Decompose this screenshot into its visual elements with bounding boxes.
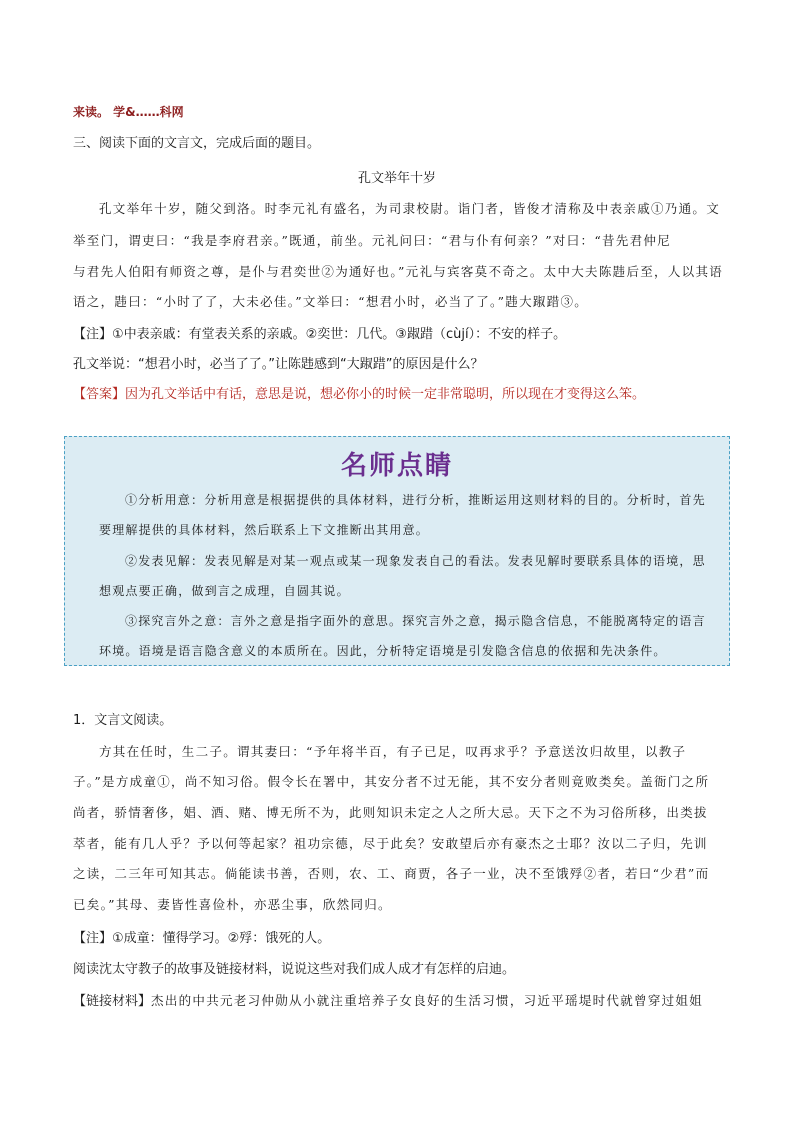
passage-line: 举至门，谓吏曰：“我是李府君亲。”既通，前坐。元礼问曰：“君与仆有何亲？”对曰：“昔先君仲尼	[73, 233, 672, 248]
answer-label: 【答案】	[73, 387, 126, 402]
link-material-line	[73, 990, 733, 1009]
exercise-note: 【注】①成童：懂得学习。②殍：饿死的人。	[73, 931, 331, 946]
tips-box	[64, 436, 730, 666]
exercise-heading: 1．文言文阅读。	[73, 713, 173, 728]
exercise-question: 阅读沈太守教子的故事及链接材料，说说这些对我们成人成才有怎样的启迪。	[73, 962, 516, 977]
section-heading: 三、阅读下面的文言文，完成后面的题目。	[73, 136, 321, 151]
exercise-passage-line: 之读，二三年可知其志。倘能读书善，否则，农、工、商贾，各子一业，决不至饿殍②者，若曰“少君”而	[73, 866, 710, 881]
tips-line: ①分析用意：分析用意是根据提供的具体材料，进行分析，推断运用这则材料的目的。分析时，首先	[125, 493, 706, 507]
tips-line: 环境。语境是语言隐含意义的本质所在。因此，分析特定语境是引发隐含信息的依据和先决条件。	[99, 644, 667, 658]
passage-title: 孔文举年十岁	[357, 171, 436, 186]
exercise-passage-line: 已矣。”其母、妻皆性喜俭朴，亦恶尘事，欣然同归。	[73, 897, 392, 912]
link-material-label: 【链接材料】	[73, 994, 152, 1009]
exercise-passage-line: 方其在任时，生二子。谓其妻曰：“予年将半百，有子已足，叹再求乎？予意送汝归故里，以教子	[99, 744, 687, 759]
question-text: 孔文举说：“想君小时，必当了了。”让陈韪感到“大踧踖”的原因是什么？	[73, 357, 484, 372]
exercise-passage-line: 尚者，骄情奢侈，娼、酒、赌、博无所不为，此则知识未定之人之所大忌。天下之不为习俗所移，出类拔	[73, 805, 708, 820]
tips-line: 想观点要正确，做到言之成理，自圆其说。	[99, 584, 350, 598]
tips-box-title: 名师点睛	[340, 451, 453, 481]
answer-text: 因为孔文举话中有话，意思是说，想必你小的时候一定非常聪明，所以现在才变得这么笨。	[125, 387, 646, 402]
passage-line: 孔文举年十岁，随父到洛。时李元礼有盛名，为司隶校尉。诣门者，皆俊才清称及中表亲戚①乃通。文	[99, 201, 721, 216]
exercise-passage-line: 子。”是方成童①，尚不知习俗。假令长在署中，其安分者不过无能，其不安分者则竟败类矣。盖衙门之所	[73, 774, 710, 789]
tips-line: ②发表见解：发表见解是对某一观点或某一现象发表自己的看法。发表见解时要联系具体的语境，思	[125, 554, 706, 568]
answer-line	[73, 383, 733, 402]
passage-line: 与君先人伯阳有师资之尊，是仆与君奕世②为通好也。”元礼与宾客莫不奇之。太中大夫陈韪后至，人以其语	[73, 264, 724, 279]
tips-line: 要理解提供的具体材料，然后联系上下文推断出其用意。	[99, 523, 430, 537]
link-material-text: 杰出的中共元老习仲勋从小就注重培养子女良好的生活习惯，习近平瑶堤时代就曾穿过姐姐	[151, 993, 704, 1008]
tips-line: ③探究言外之意：言外之意是指字面外的意思。探究言外之意，揭示隐含信息，不能脱离特定的语言	[125, 614, 706, 628]
passage-line: 语之，韪曰：“小时了了，大未必佳。”文举曰：“想君小时，必当了了。”韪大踧踖③。	[73, 294, 589, 309]
source-watermark-line: 来读。 学&……科网	[73, 105, 184, 119]
annotation-note: 【注】①中表亲戚：有堂表关系的亲戚。②奕世：几代。③踧踖（cùjí）：不安的样子。	[73, 327, 567, 342]
exercise-passage-line: 萃者，能有几人乎？予以何等起家？祖功宗德，尽于此矣？安敢望后亦有豪杰之士耶？汝以二子归，先训	[73, 836, 708, 851]
